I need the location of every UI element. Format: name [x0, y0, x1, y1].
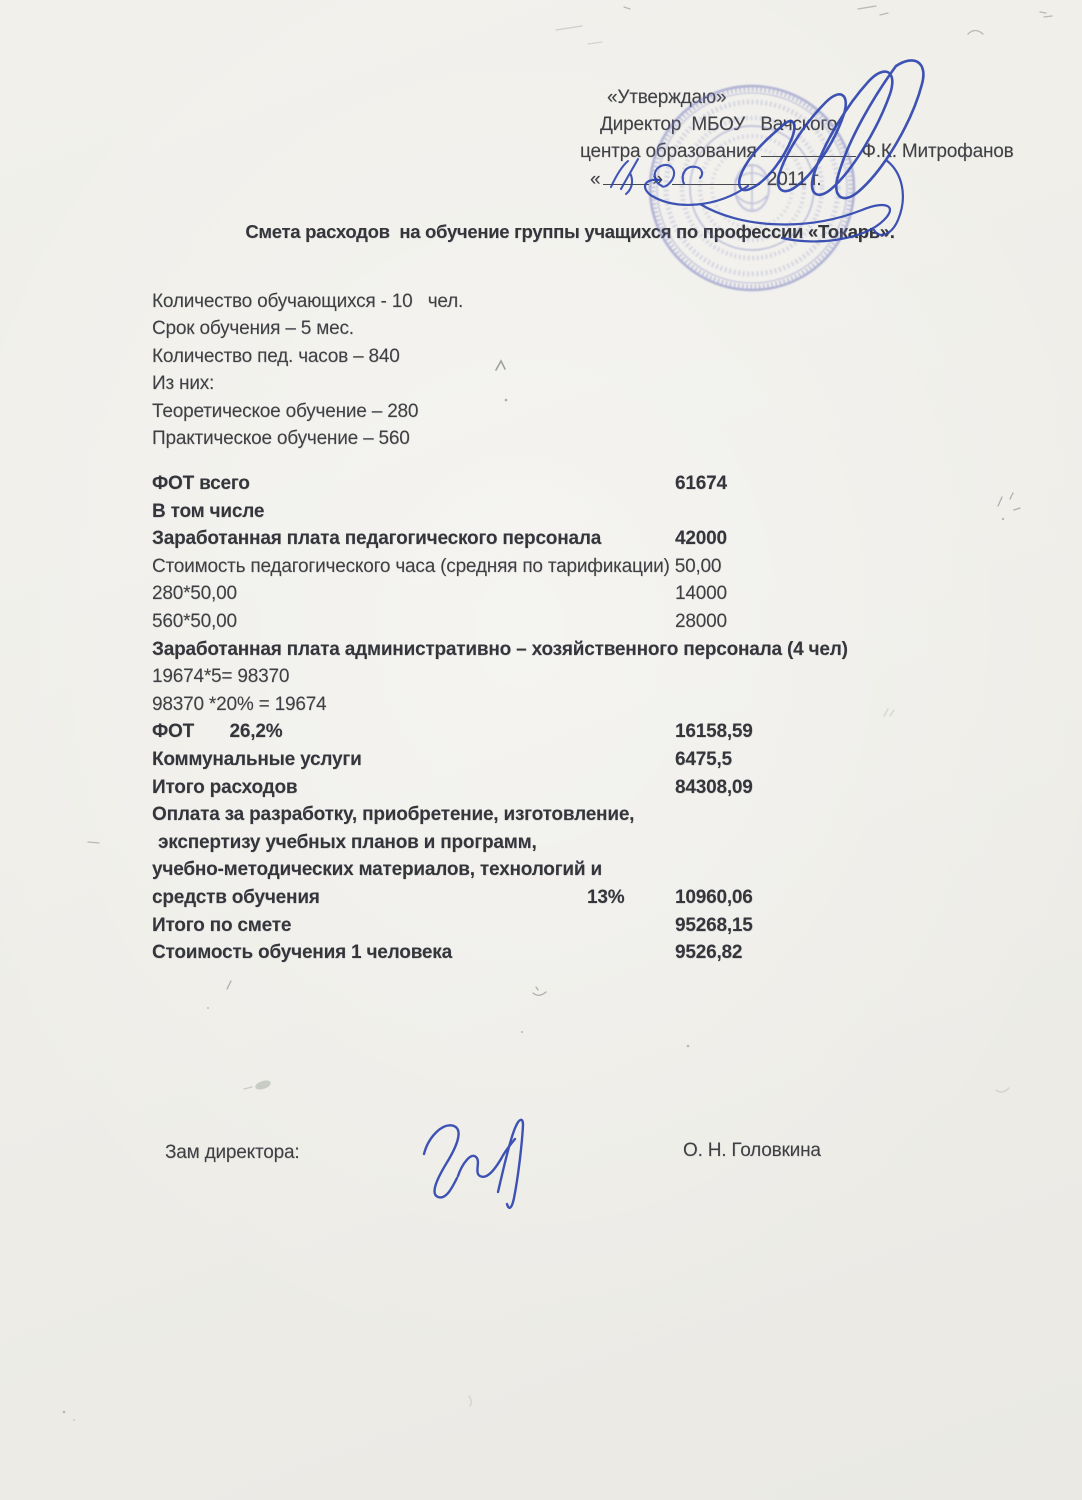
cost-row-value: 14000 — [675, 583, 727, 605]
signature-blank-underline — [761, 140, 856, 157]
cost-row — [152, 691, 872, 719]
date-close-quote: » — [652, 169, 663, 190]
cost-row-label: 560*50,00 — [152, 610, 237, 632]
cost-row-label: Коммунальные услуги — [152, 748, 362, 770]
cost-row-label: Оплата за разработку, приобретение, изготовление, — [152, 804, 635, 826]
cost-row-label: Стоимость обучения 1 человека — [152, 942, 452, 964]
cost-row-label: ФОТ 26,2% — [152, 721, 283, 743]
cost-row — [152, 939, 872, 967]
cost-row-value: 10960,06 — [675, 886, 753, 908]
param-line: Количество пед. часов – 840 — [152, 345, 400, 367]
approval-org-text: центра образования — [580, 141, 757, 162]
cost-row — [152, 718, 872, 746]
cost-row-value: 42000 — [675, 528, 727, 550]
deputy-signature — [424, 1120, 523, 1208]
cost-row-label: ФОТ всего — [152, 473, 250, 494]
param-line: Практическое обучение – 560 — [152, 427, 410, 449]
cost-row — [152, 525, 872, 553]
cost-row-label: Заработанная плата административно – хозяйственного персонала (4 чел) — [152, 638, 848, 660]
cost-table — [152, 470, 872, 967]
approval-date-line — [590, 168, 821, 192]
param-line: Количество обучающихся - 10 чел. — [152, 291, 464, 312]
cost-row-value: 28000 — [675, 610, 727, 632]
cost-row-label: экспертизу учебных планов и программ, — [158, 831, 537, 853]
cost-row-label: Итого расходов — [152, 776, 298, 798]
approval-org-line — [580, 140, 1014, 164]
date-day-underline — [603, 168, 649, 185]
cost-row-label: Итого по смете — [152, 914, 292, 936]
cost-row-label: 19674*5= 98370 — [152, 666, 290, 688]
page-title: Смета расходов на обучение группы учащихся по профессии «Токарь». — [245, 221, 895, 242]
date-year: 2011 г. — [766, 169, 822, 190]
cost-row — [152, 829, 872, 857]
cost-row-label: Стоимость педагогического часа (средняя по тарификации) 50,00 — [152, 555, 722, 577]
cost-row — [152, 746, 872, 774]
cost-row — [152, 636, 872, 664]
cost-row — [152, 912, 872, 940]
deputy-director-label: Зам директора: — [165, 1142, 300, 1163]
cost-row — [152, 801, 872, 829]
param-line: Из них: — [152, 373, 215, 395]
cost-row-percent: 13% — [587, 886, 625, 908]
approval-heading: «Утверждаю» — [607, 87, 727, 108]
cost-row-label: 280*50,00 — [152, 583, 237, 605]
cost-row-value: 6475,5 — [675, 748, 732, 770]
cost-row-label: 98370 *20% = 19674 — [152, 693, 327, 715]
cost-row — [152, 856, 872, 884]
cost-row — [152, 884, 872, 912]
param-line: Срок обучения – 5 мес. — [152, 318, 354, 340]
date-open-quote: « — [590, 169, 601, 190]
cost-row — [152, 774, 872, 802]
cost-row — [152, 580, 872, 608]
cost-row-label: средств обучения — [152, 886, 320, 908]
cost-row — [152, 470, 872, 498]
cost-row-label: В том числе — [152, 500, 265, 522]
cost-row-label: Заработанная плата педагогического персонала — [152, 528, 602, 550]
approval-position-line: Директор МБОУ Вачского — [600, 114, 838, 135]
cost-row — [152, 498, 872, 526]
cost-row-value: 9526,82 — [675, 942, 743, 964]
cost-row-value: 95268,15 — [675, 914, 753, 936]
deputy-director-name: О. Н. Головкина — [683, 1140, 821, 1161]
cost-row — [152, 608, 872, 636]
param-line: Теоретическое обучение – 280 — [152, 400, 419, 422]
cost-row-value: 61674 — [675, 473, 727, 494]
cost-row — [152, 553, 872, 581]
date-month-underline — [672, 168, 760, 185]
cost-row — [152, 663, 872, 691]
training-parameters — [152, 288, 463, 452]
cost-row-value: 16158,59 — [675, 721, 753, 743]
cost-row-label: учебно-методических материалов, технологий и — [152, 859, 602, 881]
cost-row-value: 84308,09 — [675, 776, 753, 798]
director-name: Ф.К. Митрофанов — [861, 141, 1014, 162]
